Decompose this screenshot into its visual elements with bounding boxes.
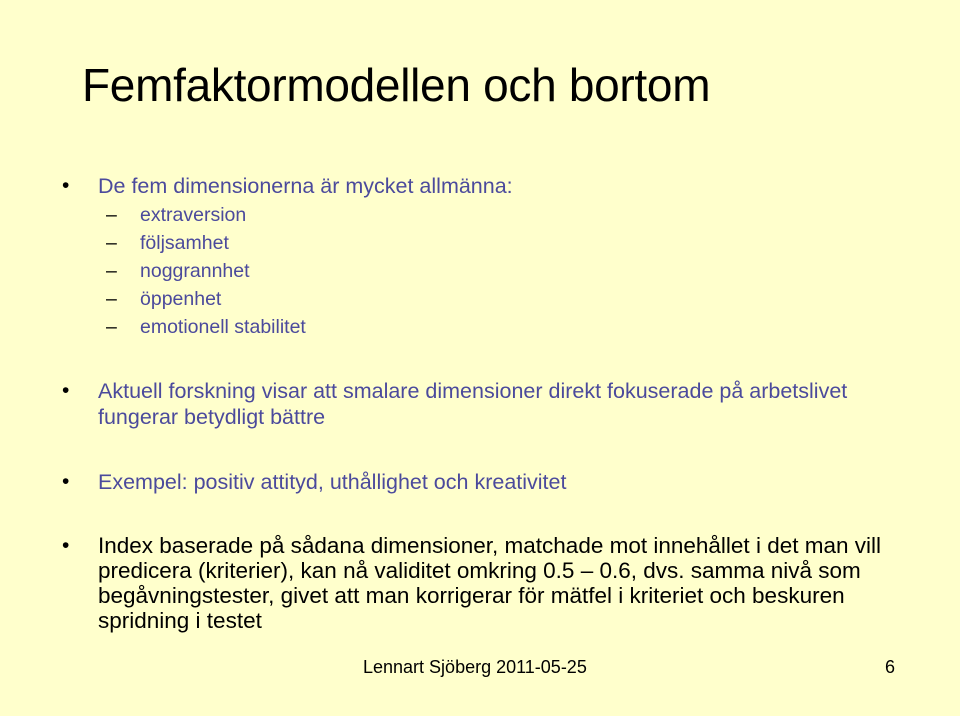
slide-title: Femfaktormodellen och bortom [82, 59, 711, 111]
sub-item [106, 287, 222, 311]
footer-page-number: 6 [885, 657, 896, 677]
bullet-dot-icon: • [62, 379, 70, 402]
dash-icon: – [106, 316, 117, 338]
sub-item-text: extraversion [140, 204, 247, 226]
sub-item [106, 315, 306, 339]
sub-item-text: noggrannhet [140, 260, 250, 282]
bullet-text: Index baserade på sådana dimensioner, matchade mot innehållet i det man vill predicera (kriterier), kan nå validitet omkring 0.5 – 0.6, dvs. samma nivå som begåvningstester, givet att man korrigerar för mätfel i kriteriet och beskuren spridning i testet [98, 533, 881, 633]
bullet-item [62, 378, 898, 430]
dash-icon: – [106, 260, 117, 282]
dash-icon: – [106, 204, 117, 226]
footer-author-date: Lennart Sjöberg 2011-05-25 [363, 657, 587, 677]
dash-icon: – [106, 232, 117, 254]
bullet-item [62, 533, 898, 633]
sub-item-text: följsamhet [140, 232, 229, 254]
bullet-dot-icon: • [62, 534, 70, 557]
sub-item [106, 259, 250, 283]
sub-item-text: emotionell stabilitet [140, 316, 306, 338]
bullet-dot-icon: • [62, 174, 70, 197]
sub-item-text: öppenhet [140, 288, 222, 310]
bullet-item [62, 173, 898, 199]
bullet-item [62, 469, 898, 495]
dash-icon: – [106, 288, 117, 310]
sub-item [106, 203, 247, 227]
bullet-text: Exempel: positiv attityd, uthållighet och kreativitet [98, 470, 567, 494]
bullet-text: Aktuell forskning visar att smalare dimensioner direkt fokuserade på arbetslivet fungerar betydligt bättre [98, 379, 848, 429]
bullet-text: De fem dimensionerna är mycket allmänna: [98, 174, 513, 198]
bullet-dot-icon: • [62, 470, 70, 493]
sub-item [106, 231, 229, 255]
